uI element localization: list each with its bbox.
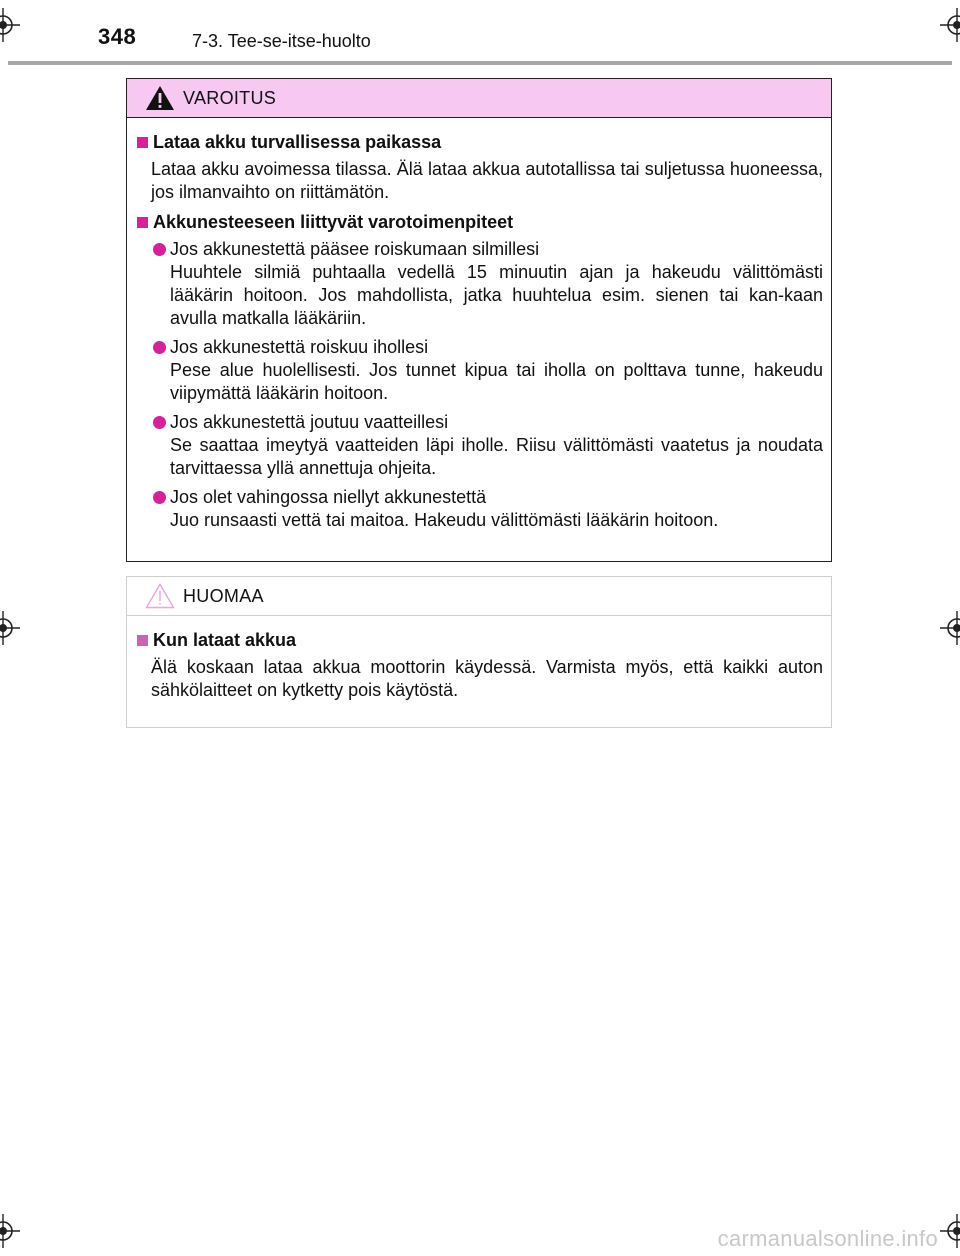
section-text: Älä koskaan lataa akkua moottorin käydessä. Varmista myös, että kaikki auton sähkölaitteet on kytketty pois käytöstä. [151, 657, 823, 700]
item-text: Juo runsaasti vettä tai maitoa. Hakeudu välittömästi lääkärin hoitoon. [170, 510, 719, 530]
registration-mark-icon [940, 611, 960, 645]
registration-mark-icon [0, 611, 20, 645]
registration-mark-icon [0, 1214, 20, 1248]
section-title: 7-3. Tee-se-itse-huolto [192, 31, 371, 51]
square-bullet-icon [137, 635, 148, 646]
item-lead: Jos akkunestettä roiskuu ihollesi [170, 337, 429, 357]
page-number: 348 [98, 24, 137, 49]
watermark: carmanualsonline.info [717, 1226, 938, 1251]
list-item [151, 486, 823, 532]
section-heading: Lataa akku turvallisessa paikassa [135, 130, 823, 154]
section-heading: Akkunesteeseen liittyvät varotoimenpiteet [135, 210, 823, 234]
list-item [151, 411, 823, 480]
warning-header [127, 79, 831, 118]
registration-mark-icon [940, 8, 960, 42]
item-lead: Jos olet vahingossa niellyt akkunestettä [170, 487, 487, 507]
caution-triangle-outline-icon [145, 583, 175, 609]
square-bullet-icon [137, 137, 148, 148]
registration-mark-icon [0, 8, 20, 42]
item-lead: Jos akkunestettä joutuu vaatteillesi [170, 412, 449, 432]
registration-mark-icon [940, 1214, 960, 1248]
notice-header [127, 577, 831, 616]
section-text: Lataa akku avoimessa tilassa. Älä lataa akkua autotallissa tai suljetussa huoneessa, jos ilmanvaihto on riittämätön. [151, 159, 823, 202]
item-text: Pese alue huolellisesti. Jos tunnet kipua tai iholla on polttava tunne, hakeudu viipymättä lääkärin hoitoon. [170, 360, 823, 403]
header-divider [8, 61, 952, 65]
circle-bullet-icon [153, 491, 166, 504]
list-item [151, 238, 823, 330]
warning-box [126, 78, 832, 562]
warning-triangle-icon [145, 85, 175, 111]
notice-label: HUOMAA [183, 585, 264, 606]
circle-bullet-icon [153, 341, 166, 354]
notice-box [126, 576, 832, 728]
circle-bullet-icon [153, 243, 166, 256]
item-lead: Jos akkunestettä pääsee roiskumaan silmillesi [170, 239, 540, 259]
section-heading: Kun lataat akkua [135, 628, 823, 652]
item-text: Huuhtele silmiä puhtaalla vedellä 15 minuutin ajan ja hakeudu välittömästi lääkärin hoitoon. Jos mahdollista, jatka huuhtelua esim. sienen tai kan-kaan avulla matkalla lääkäriin. [170, 262, 823, 328]
list-item [151, 336, 823, 405]
warning-label: VAROITUS [183, 87, 277, 108]
square-bullet-icon [137, 217, 148, 228]
circle-bullet-icon [153, 416, 166, 429]
item-text: Se saattaa imeytyä vaatteiden läpi iholle. Riisu välittömästi vaatetus ja noudata tarvittaessa yllä annettuja ohjeita. [170, 435, 823, 478]
